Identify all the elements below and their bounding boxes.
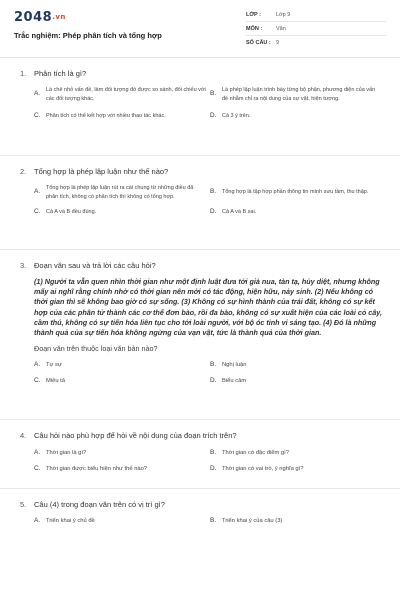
logo-text: 2048 (14, 10, 53, 25)
page-header (0, 0, 400, 58)
quiz-title: Trắc nghiệm: Phép phân tích và tổng hợp (14, 31, 162, 40)
question-number: 2. (20, 167, 27, 176)
logo-suffix: .vn (52, 13, 66, 21)
option-a[interactable]: A. Tổng hợp là phép lập luận rút ra cái chung từ những điều đã phân tích, không có phân tích thì không có tổng hợp. (34, 185, 194, 200)
option-c[interactable]: C. Miêu tả (34, 377, 66, 385)
options (20, 353, 382, 396)
option-b[interactable]: B. Triển khai ý của câu (3) (210, 517, 283, 524)
option-a[interactable]: A. Triển khai ý chủ đề (34, 517, 95, 524)
meta-class: LỚP : Lớp 9 (246, 8, 386, 22)
question-3 (0, 250, 400, 420)
option-c[interactable]: C. Thời gian được biểu hiện như thế nào? (34, 465, 148, 473)
option-a[interactable]: A. Thời gian là gì? (34, 449, 87, 456)
question-2 (0, 156, 400, 250)
question-5 (0, 489, 400, 599)
option-d[interactable]: D. Biểu cảm (210, 377, 247, 385)
option-d[interactable]: D. Cả A và B sai. (210, 208, 257, 216)
question-4 (0, 420, 400, 489)
sub-question-text: Đoạn văn trên thuộc loại văn bản nào? (34, 344, 158, 354)
meta-subject: MÔN : Văn (246, 22, 386, 36)
question-number: 1. (20, 69, 27, 78)
question-text: Câu hỏi nào phù hợp để hỏi về nội dung của đoạn trích trên? (34, 431, 237, 440)
meta-count: SỐ CÂU : 9 (246, 40, 280, 46)
question-1 (0, 58, 400, 156)
options (20, 440, 382, 484)
options (20, 176, 382, 227)
option-b[interactable]: B. Thời gian có đặc điểm gì? (210, 449, 289, 456)
option-c[interactable]: C. Cả A và B đều đúng. (34, 208, 97, 216)
question-text: Đoạn văn sau và trả lời các câu hỏi? (34, 261, 156, 270)
question-text: Câu (4) trong đoạn văn trên có vị trí gì? (34, 500, 165, 509)
quiz-meta (246, 8, 386, 50)
option-a[interactable]: A. Là chẻ nhỏ vấn đề, làm đối tượng đó được so sánh, đối chiếu với các đối tượng khác. (34, 87, 206, 102)
question-text: Phân tích là gì? (34, 69, 87, 78)
reading-passage: (1) Người ta vẫn quen nhìn thời gian như một định luật đưa tới già nua, tàn tạ, hủy diệt, nhưng không mấy ai nghĩ rằng chính nhờ có thời gian nên mới có tác động, hiện hữu, nảy sinh. (2) Nếu không có thời gian thì sẽ không bao giờ có sự sống. (3) Không có sự hình thành của trái đất, không có sự kết hợp của các phân tử thành các cơ thể đơn bào, rồi đa bào, không có sự xuất hiện của các loài cỏ cây, cầm thú, không có sự tiến hóa liên tục cho tới loài người, với bộ óc tinh vi sáng tạo. (4) Đó là những thành quả của sự tiến hóa không ngừng của vạn vật, tức là thành quả của thời gian. (34, 277, 382, 338)
option-a[interactable]: A. Tự sự (34, 361, 62, 369)
question-number: 4. (20, 431, 27, 440)
option-b[interactable]: B. Nghị luận (210, 361, 247, 369)
options (20, 509, 382, 536)
option-b[interactable]: B. Là phép lập luận trình bày từng bộ phận, phương diện của vấn đề nhằm chỉ ra nội dung của sự vật, hiện tượng. (210, 87, 376, 102)
question-text: Tổng hợp là phép lập luận như thế nào? (34, 167, 169, 176)
option-d[interactable]: D. Thời gian có vai trò, ý nghĩa gì? (210, 465, 304, 473)
question-number: 3. (20, 261, 27, 270)
options (20, 78, 382, 131)
question-number: 5. (20, 500, 27, 509)
option-b[interactable]: B. Tổng hợp là tập hợp phần thông tin mình sưu tầm, thu thập. (210, 188, 369, 196)
option-c[interactable]: C. Phân tích có thể kết hợp với nhiều thao tác khác. (34, 112, 166, 120)
option-d[interactable]: D. Cả 3 ý trên. (210, 112, 251, 120)
